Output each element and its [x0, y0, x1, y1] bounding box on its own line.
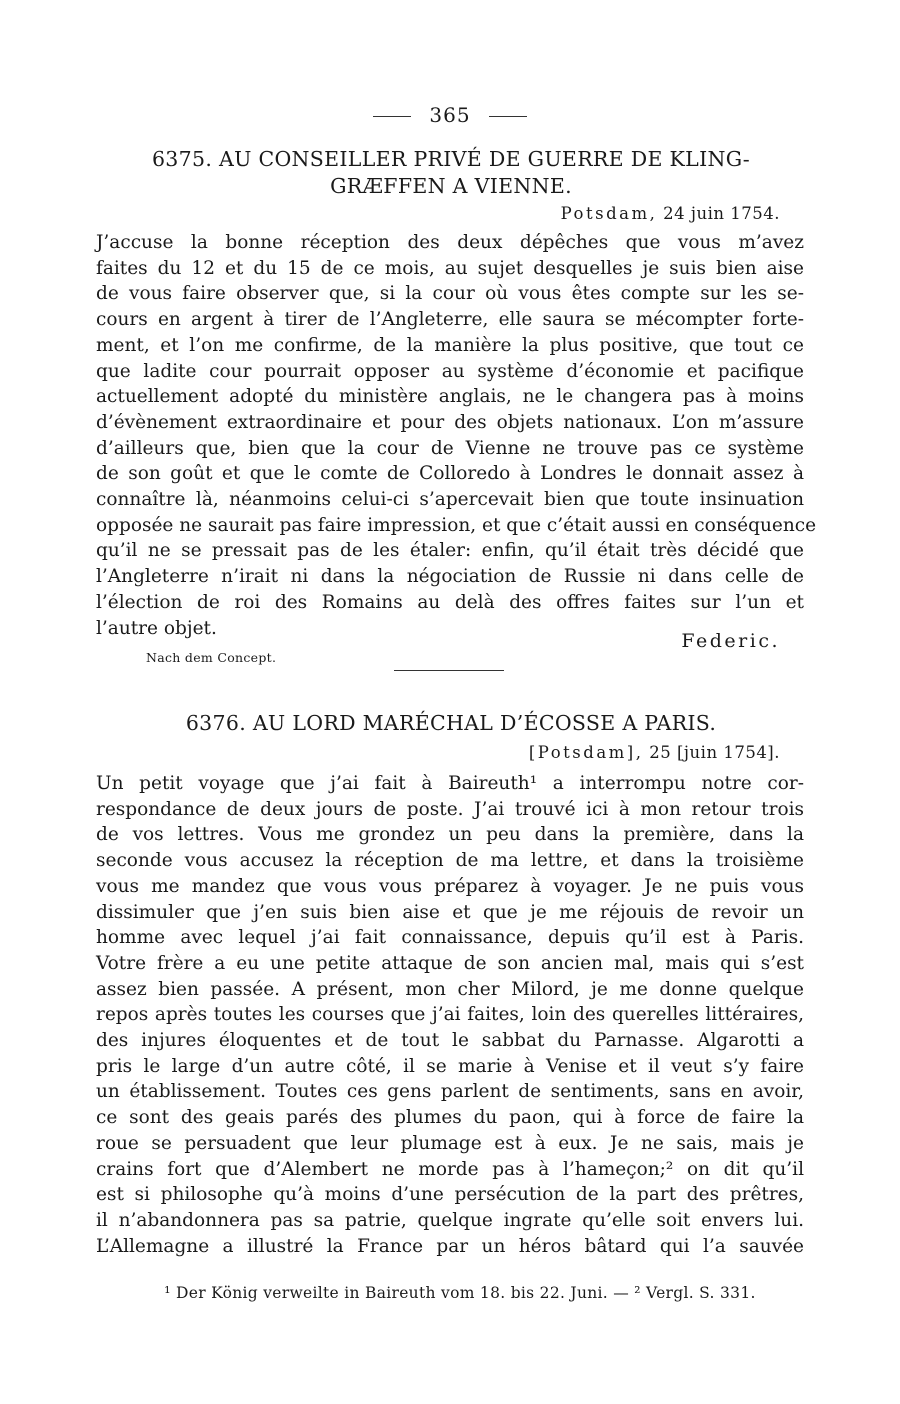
text-line: L’Allemagne a illustré la France par un héros bâtard qui l’a sauvée [96, 1235, 804, 1257]
text-line: seconde vous accusez la réception de ma lettre, et dans la troisième [96, 850, 804, 872]
text-line: que ladite cour pourrait opposer au système d’économie et pacifique [96, 360, 804, 382]
text-line: opposée ne saurait pas faire impression, et que c’était aussi en conséquence [96, 514, 817, 536]
letter-6376-place-date [529, 743, 780, 762]
letter-6375-source-note: Nach dem Concept. [146, 650, 277, 665]
text-line: J’accuse la bonne réception des deux dépêches que vous m’avez [96, 232, 804, 253]
text-line: connaître là, néanmoins celui-ci s’apercevait bien que toute insinuation [96, 489, 804, 511]
letter-6376-heading [96, 710, 806, 737]
text-line: homme avec lequel j’ai fait connaissance, depuis qu’il est à Paris. [96, 927, 804, 949]
text-line: respondance de deux jours de poste. J’ai trouvé ici à mon retour trois [96, 798, 804, 820]
letter-6376-place: [Potsdam], [528, 743, 644, 762]
text-line: dissimuler que j’en suis bien aise et que je me réjouis de revoir un [96, 901, 804, 923]
text-line: actuellement adopté du ministère anglais, ne le changera pas à moins [96, 386, 804, 408]
text-line: crains fort que d’Alembert ne morde pas à l’hameçon;² on dit qu’il [96, 1158, 804, 1180]
letter-6375-heading-line1: 6375. AU CONSEILLER PRIVÉ DE GUERRE DE KLING- [151, 147, 751, 171]
text-line: de son goût et que le comte de Colloredo à Londres le donnait assez à [96, 463, 804, 485]
text-line: est si philosophe qu’à moins d’une persécution de la part des prêtres, [96, 1184, 804, 1206]
text-line: l’élection de roi des Romains au delà des offres faites sur l’un et [96, 591, 804, 613]
text-line: l’Angleterre n’irait ni dans la négociation de Russie ni dans celle de [96, 566, 804, 588]
text-line: de vous faire observer que, si la cour où vous êtes compte sur les se- [96, 283, 804, 305]
text-line: qu’il ne se pressait pas de les étaler: enfin, qu’il était très décidé que [96, 540, 804, 562]
text-line: roue se persuadent que leur plumage est à eux. Je ne sais, mais je [96, 1132, 804, 1154]
letter-6375-date: 24 juin 1754. [663, 204, 780, 223]
text-line: Votre frère a eu une petite attaque de son ancien mal, mais qui s’est [96, 952, 804, 974]
letter-6375-heading [96, 146, 806, 200]
section-divider-rule [394, 670, 504, 671]
page-number-dash-right [489, 116, 527, 117]
letter-6376-body [96, 771, 804, 1259]
page-number [0, 103, 900, 127]
letter-6375-heading-line2: GRÆFFEN A VIENNE. [330, 174, 572, 198]
text-line: il n’abandonnera pas sa patrie, quelque ingrate qu’elle soit envers lui. [96, 1209, 804, 1231]
text-line: l’autre objet. [96, 617, 217, 639]
letter-6375-place-date [561, 204, 780, 223]
text-line: Un petit voyage que j’ai fait à Baireuth¹ a interrompu notre cor- [96, 773, 804, 794]
text-line: de vos lettres. Vous me grondez un peu dans la première, dans la [96, 824, 804, 846]
footnotes: ¹ Der König verweilte in Baireuth vom 18. bis 22. Juni. — ² Vergl. S. 331. [164, 1284, 756, 1302]
letter-6375-place: Potsdam, [560, 204, 658, 223]
page-number-text: 365 [429, 103, 471, 127]
text-line: cours en argent à tirer de l’Angleterre, elle saura se mécompter forte- [96, 309, 804, 331]
text-line: un établissement. Toutes ces gens parlent de sentiments, sans en avoir, [96, 1081, 804, 1103]
letter-6376-heading-line: 6376. AU LORD MARÉCHAL D’ÉCOSSE A PARIS. [185, 711, 717, 735]
text-line: d’évènement extraordinaire et pour des objets nationaux. L’on m’assure [96, 411, 804, 433]
page-number-dash-left [373, 116, 411, 117]
letter-6376-date: 25 [juin 1754]. [649, 743, 780, 762]
text-line: ment, et l’on me confirme, de la manière la plus positive, que tout ce [96, 334, 804, 356]
text-line: ce sont des geais parés des plumes du paon, qui à force de faire la [96, 1107, 804, 1129]
text-line: assez bien passée. A présent, mon cher Milord, je me donne quelque [96, 978, 804, 1000]
letter-6375-body [96, 230, 817, 641]
text-line: vous me mandez que vous vous préparez à voyager. Je ne puis vous [96, 875, 804, 897]
text-line: d’ailleurs que, bien que la cour de Vienne ne trouve pas ce système [96, 437, 804, 459]
text-line: des injures éloquentes et de tout le sabbat du Parnasse. Algarotti a [96, 1030, 804, 1052]
text-line: faites du 12 et du 15 de ce mois, au sujet desquelles je suis bien aise [96, 257, 804, 279]
text-line: pris le large d’un autre côté, il se marie à Venise et il veut s’y faire [96, 1055, 804, 1077]
text-line: repos après toutes les courses que j’ai faites, loin des querelles littéraires, [96, 1004, 804, 1026]
letter-6375-signature: Federic. [681, 630, 780, 652]
